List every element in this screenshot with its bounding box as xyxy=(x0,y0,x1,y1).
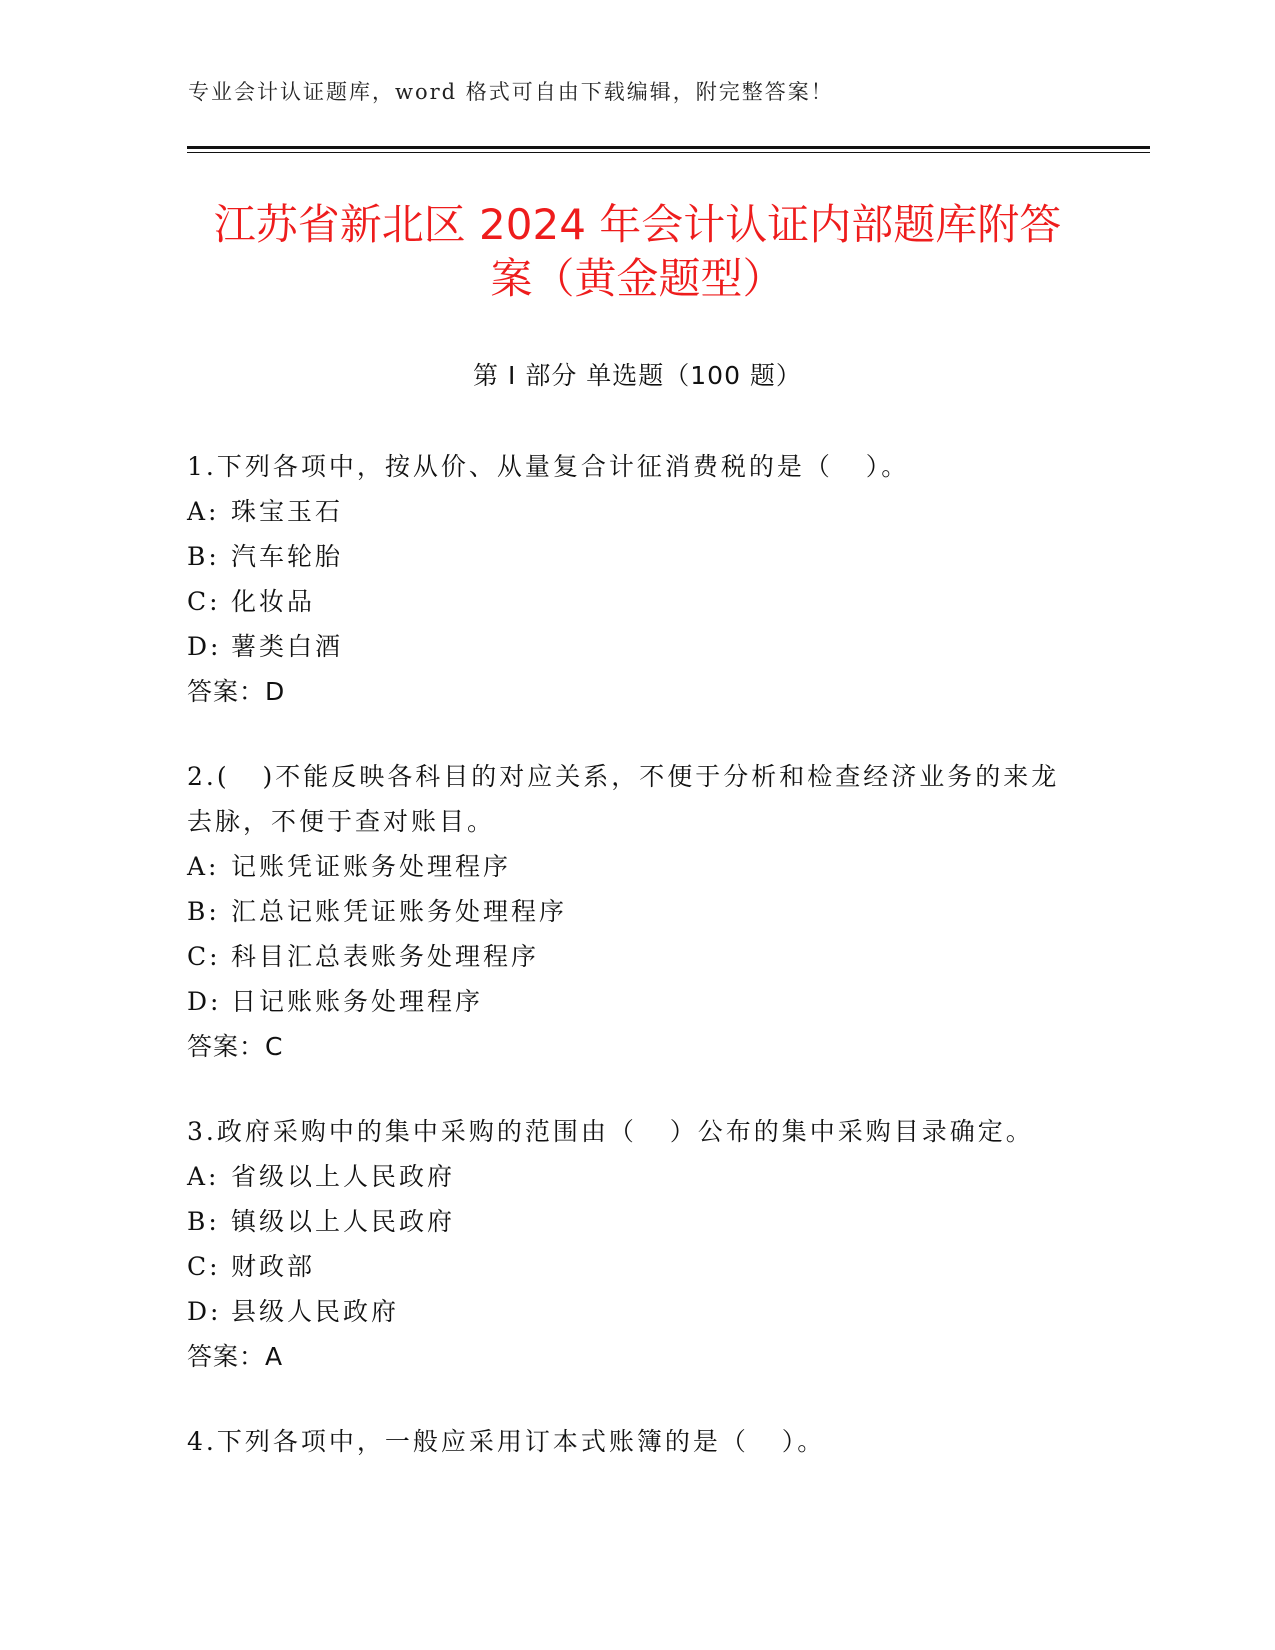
option-text: 化妆品 xyxy=(231,587,316,616)
option-text: 汽车轮胎 xyxy=(231,542,344,571)
option-text: 珠宝玉石 xyxy=(231,497,344,526)
section-title: 第 I 部分 单选题（100 题） xyxy=(473,361,802,390)
option-text: 县级人民政府 xyxy=(231,1297,400,1326)
option-d xyxy=(187,1289,1087,1334)
option-key: B: xyxy=(187,542,220,571)
question-stem: 1.下列各项中，按从价、从量复合计征消费税的是（ ）。 xyxy=(187,452,910,481)
option-c xyxy=(187,579,1087,624)
question-stem: 2.( )不能反映各科目的对应关系，不便于分析和检查经济业务的来龙去脉，不便于查对账目。 xyxy=(187,762,1060,836)
option-a xyxy=(187,844,1087,889)
option-a xyxy=(187,1154,1087,1199)
header-note: 专业会计认证题库，word 格式可自由下载编辑，附完整答案！ xyxy=(188,80,834,104)
option-key: A: xyxy=(187,1162,220,1191)
question-4 xyxy=(187,1419,1087,1464)
option-c xyxy=(187,1244,1087,1289)
question-list xyxy=(187,444,1087,1504)
option-b xyxy=(187,889,1087,934)
option-key: D: xyxy=(187,632,222,661)
question-stem: 3.政府采购中的集中采购的范围由（ ）公布的集中采购目录确定。 xyxy=(187,1117,1034,1146)
document-title xyxy=(150,198,1125,306)
option-text: 镇级以上人民政府 xyxy=(231,1207,456,1236)
option-key: A: xyxy=(187,852,220,881)
option-key: C: xyxy=(187,1252,221,1281)
option-text: 汇总记账凭证账务处理程序 xyxy=(231,897,568,926)
question-stem: 4.下列各项中，一般应采用订本式账簿的是（ ）。 xyxy=(187,1427,826,1456)
option-key: B: xyxy=(187,897,220,926)
question-2 xyxy=(187,754,1087,1069)
document-title-line-1: 江苏省新北区 2024 年会计认证内部题库附答 xyxy=(213,200,1062,249)
option-text: 薯类白酒 xyxy=(231,632,344,661)
option-key: A: xyxy=(187,497,220,526)
header-divider xyxy=(187,146,1150,149)
option-text: 日记账账务处理程序 xyxy=(231,987,484,1016)
header-divider-thin xyxy=(187,152,1150,153)
option-key: B: xyxy=(187,1207,220,1236)
option-c xyxy=(187,934,1087,979)
option-key: D: xyxy=(187,987,222,1016)
option-key: C: xyxy=(187,587,221,616)
option-key: C: xyxy=(187,942,221,971)
option-text: 记账凭证账务处理程序 xyxy=(231,852,512,881)
option-d xyxy=(187,624,1087,669)
option-b xyxy=(187,534,1087,579)
question-1 xyxy=(187,444,1087,714)
answer-line: 答案：A xyxy=(187,1342,284,1371)
option-text: 财政部 xyxy=(231,1252,316,1281)
option-a xyxy=(187,489,1087,534)
option-d xyxy=(187,979,1087,1024)
document-title-line-2: 案（黄金题型） xyxy=(490,254,785,303)
answer-line: 答案：C xyxy=(187,1032,284,1061)
answer-line: 答案：D xyxy=(187,677,286,706)
option-text: 省级以上人民政府 xyxy=(231,1162,456,1191)
option-b xyxy=(187,1199,1087,1244)
option-text: 科目汇总表账务处理程序 xyxy=(231,942,540,971)
option-key: D: xyxy=(187,1297,222,1326)
question-3 xyxy=(187,1109,1087,1379)
